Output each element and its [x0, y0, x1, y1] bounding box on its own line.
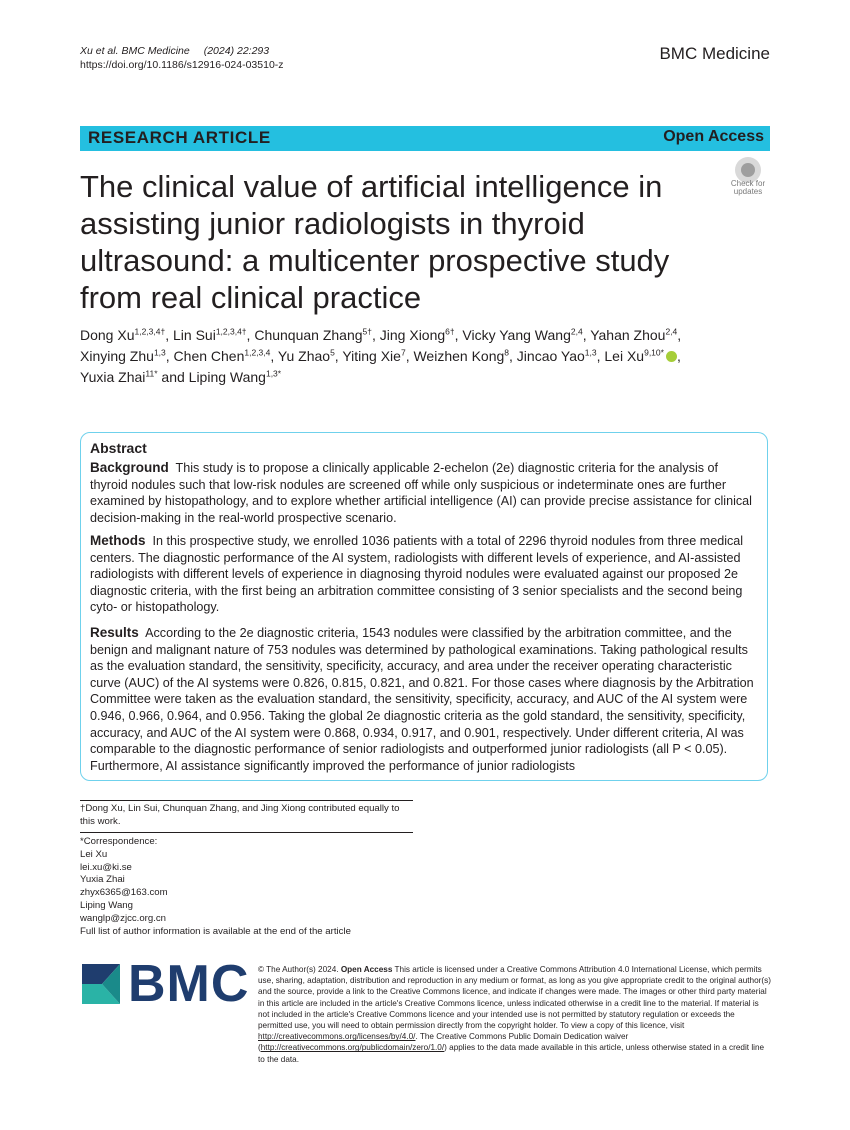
section-label: Methods — [90, 533, 146, 548]
author: Yahan Zhou$^{2,4}$ — [590, 326, 678, 343]
footnote-divider — [80, 832, 413, 833]
author-info-note: Full list of author information is available at the end of the article — [80, 925, 351, 937]
check-for-updates-icon-inner — [741, 163, 755, 177]
author: Yiting Xie$^7$ — [342, 347, 406, 364]
author: Liping Wang$^{1,3*}$ — [188, 368, 282, 385]
orcid-icon[interactable] — [666, 351, 677, 362]
author: Jing Xiong$^{6\dagger}$ — [379, 326, 455, 343]
contact-email[interactable]: lei.xu@ki.se — [80, 861, 132, 873]
abstract-background: Background This study is to propose a clinically applicable 2-echelon (2e) diagnostic criteria for the analysis of thyroid nodules such that low-risk nodules are screened off while only suspicious or indeterminate ones are further examined by histopathology, and to explore whether artificial intelligence (AI) can provide precise assistance for clinical decision-making in the real-world prospective scenario. — [90, 460, 752, 525]
author: Lin Sui$^{1,2,3,4\dagger}$ — [173, 326, 247, 343]
author: Yu Zhao$^5$ — [277, 347, 335, 364]
license-link[interactable]: http://creativecommons.org/licenses/by/4.0/ — [258, 1032, 416, 1042]
abstract-methods: Methods In this prospective study, we enrolled 1036 patients with a total of 2296 thyroid nodules from three medical centers. The diagnostic performance of the AI system, radiologists with different levels of experience, and AI-assisted radiologists with different levels of experience in diagnosing thyroid nodules were evaluated against our proposed 2e diagnostic criteria, with the first being an arbitration committee consisting of 3 senior specialists and the second being cyto- or histopathology. — [90, 533, 744, 615]
contact-name: Yuxia Zhai — [80, 874, 125, 886]
contact-name: Liping Wang — [80, 899, 133, 911]
license-text: © The Author(s) 2024. Open Access This article is licensed under a Creative Commons Attribution 4.0 International License, which permits use, sharing, adaptation, distribution and reproduction in any medium or format, as long as you give appropriate credit to the original author(s) and the source, provide a link to the Creative Commons licence, and indicate if changes were made. The images or other third party material in this article are included in the article's Creative Commons licence, unless indicated otherwise in a credit line to the material. If material is not included in the article's Creative Commons licence and your intended use is not permitted by statutory regulation or exceeds the permitted use, you will need to obtain permission directly from the copyright holder. To view a copy of this licence, visit http://creativecommons.org/licenses/by/4.0/. The Creative Commons Public Domain Dedication waiver (http://creativecommons.org/publicdomain/zero/1.0/) applies to the data made available in this article, unless otherwise stated in a credit line to the data. — [258, 965, 771, 1064]
bmc-logo-icon — [82, 964, 124, 1004]
author: Vicky Yang Wang$^{2,4}$ — [462, 326, 583, 343]
author: Dong $Xu^{1,2,3,4\dagger}$ — [80, 326, 166, 343]
article-title: The clinical value of artificial intelligence in assisting junior radiologists in thyroid ultrasound: a multicenter prospective study from real clinical practice — [80, 169, 670, 315]
section-label: Background — [90, 460, 169, 475]
journal-name: BMC Medicine — [659, 44, 770, 63]
author: Yuxia Zhai$^{11*}$ — [80, 368, 158, 385]
check-for-updates-label[interactable]: Check for updates — [730, 179, 766, 196]
correspondence-block — [80, 836, 413, 938]
correspondence-label: *Correspondence: — [80, 836, 158, 847]
doi-link[interactable]: https://doi.org/10.1186/s12916-024-03510-z — [80, 59, 284, 71]
author-list: Dong $Xu^{1,2,3,4\dagger}$, Lin Sui$^{1,2,3,4\dagger}$, Chunquan Zhang$^{5\dagger}$, Jing Xiong$^{6\dagger}$, Vicky Yang Wang$^{2,4}$, Yahan Zhou$^{2,4}$, Xinying Zhu$^{1,3}$, Chen Chen$^{1,2,3,4}$, Yu Zhao$^5$, Yiting Xie$^7$, Weizhen Kong$^8$, Jincao Yao$^{1,3}$, Lei $Xu^{9,10*}$ , Yuxia Zhai$^{11*}$ and Liping Wang$^{1,3*}$ — [80, 326, 682, 385]
section-label: Results — [90, 625, 139, 640]
author: Xinying Zhu$^{1,3}$ — [80, 347, 166, 364]
footnote-divider — [80, 800, 413, 801]
contact-email[interactable]: zhyx6365@163.com — [80, 887, 168, 899]
author: Chunquan Zhang$^{5\dagger}$ — [254, 326, 372, 343]
open-access-label: Open Access — [663, 128, 764, 145]
contact-name: Lei Xu — [80, 848, 108, 860]
citation: Xu et al. BMC Medicine — [80, 45, 190, 57]
public-domain-link[interactable]: http://creativecommons.org/publicdomain/zero/1.0/ — [260, 1043, 445, 1053]
contribution-note: †Dong Xu, Lin Sui, Chunquan Zhang, and Jing Xiong contributed equally to this work. — [80, 803, 400, 827]
author: Jincao Yao$^{1,3}$ — [516, 347, 597, 364]
article-type-label: RESEARCH ARTICLE — [88, 128, 271, 147]
abstract-results: Results According to the 2e diagnostic criteria, 1543 nodules were classified by the arbitration committee, and the benign and malignant nature of 753 nodules was determined by pathological examinations. Taking pathological results as the evaluation standard, the sensitivity, specificity, accuracy, and area under the receiver operating characteristic curve (AUC) of the AI systems were 0.826, 0.815, 0.821, and 0.821. For those cases where diagnosis by the Arbitration Committee were taken as the evaluation standard, the sensitivity, specificity, accuracy, and AUC of the AI system were 0.946, 0.966, 0.964, and 0.956. Taking the global 2e diagnostic criteria as the gold standard, the sensitivity, specificity, accuracy, and AUC of the AI system were 0.868, 0.934, 0.917, and 0.901, respectively. Under different criteria, AI was comparable to the diagnostic performance of senior radiologists and outperformed junior radiologists (all P < 0.05). Furthermore, AI assistance significantly improved the performance of junior radiologists — [90, 625, 754, 773]
author: Lei $Xu^{9,10*}$ — [604, 347, 664, 364]
contact-email[interactable]: wanglp@zjcc.org.cn — [80, 912, 166, 924]
author: Chen Chen$^{1,2,3,4}$ — [173, 347, 271, 364]
abstract-heading: Abstract — [90, 440, 147, 456]
author: Weizhen Kong$^8$ — [413, 347, 510, 364]
running-header — [80, 44, 284, 72]
year-volume: (2024) 22:293 — [203, 45, 270, 57]
bmc-logo-text: BMC — [128, 955, 250, 1013]
